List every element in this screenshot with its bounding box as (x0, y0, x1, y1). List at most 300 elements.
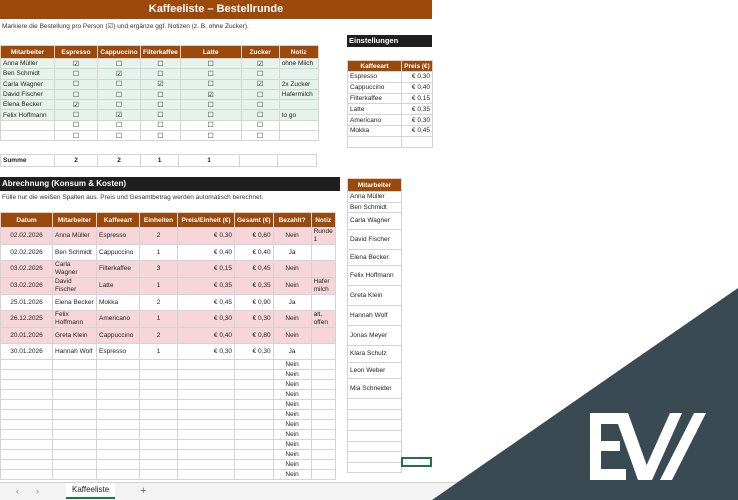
billing-instruction[interactable]: Fülle nur die weißen Spalten aus. Preis und Gesamtbetrag werden automatisch berechnet. (2, 194, 264, 201)
billing-units-cell[interactable]: 1 (140, 278, 178, 295)
order-checkbox[interactable]: ☐ (141, 69, 181, 79)
sum-cell[interactable]: 1 (141, 155, 179, 167)
order-checkbox[interactable]: ☐ (141, 100, 181, 110)
billing-empty-cell[interactable] (97, 370, 140, 380)
billing-empty-cell[interactable] (97, 440, 140, 450)
billing-total-cell[interactable]: € 0,45 (235, 261, 274, 278)
billing-empty-cell[interactable] (178, 400, 235, 410)
billing-empty-cell[interactable] (178, 470, 235, 480)
order-name-cell[interactable]: Ben Schmidt (1, 69, 55, 79)
billing-header-cell[interactable]: Notiz (311, 213, 335, 228)
order-checkbox[interactable]: ☐ (241, 120, 279, 130)
billing-empty-cell[interactable] (311, 440, 335, 450)
coffee-price-cell[interactable]: € 0,30 (402, 72, 433, 83)
billing-note-cell[interactable]: Hafer milch (311, 278, 335, 295)
employee-cell[interactable]: Ben Schmidt (348, 202, 402, 213)
add-sheet-button[interactable]: + (140, 485, 147, 497)
billing-empty-cell[interactable] (178, 430, 235, 440)
coffee-type-cell[interactable]: Filterkaffee (348, 93, 402, 104)
billing-date-cell[interactable]: 02.02.2026 (1, 245, 53, 261)
billing-empty-cell[interactable] (178, 370, 235, 380)
order-header-cell[interactable]: Mitarbeiter (1, 46, 55, 59)
billing-empty-cell[interactable]: Nein (273, 380, 311, 390)
billing-empty-cell[interactable] (53, 430, 97, 440)
billing-name-cell[interactable]: Felix Hoffmann (53, 311, 97, 328)
order-checkbox[interactable]: ☐ (55, 89, 98, 99)
billing-empty-cell[interactable] (178, 450, 235, 460)
order-checkbox[interactable]: ☑ (241, 59, 279, 69)
billing-total-cell[interactable]: € 0,90 (235, 295, 274, 311)
order-instruction[interactable]: Markiere die Bestellung pro Person (☑) und ergänze ggf. Notizen (z. B. ohne Zucker). (2, 23, 249, 30)
employee-cell[interactable]: Anna Müller (348, 192, 402, 203)
billing-total-cell[interactable]: € 0,30 (235, 344, 274, 360)
employee-empty-cell[interactable] (348, 399, 402, 410)
billing-empty-cell[interactable] (311, 360, 335, 370)
billing-empty-cell[interactable] (1, 390, 53, 400)
billing-type-cell[interactable]: Latte (97, 278, 140, 295)
order-note-cell[interactable] (279, 100, 318, 110)
billing-empty-cell[interactable] (311, 470, 335, 480)
order-checkbox[interactable]: ☐ (241, 131, 279, 141)
order-checkbox[interactable]: ☐ (141, 131, 181, 141)
billing-price-cell[interactable]: € 0,45 (178, 295, 235, 311)
billing-empty-cell[interactable] (53, 420, 97, 430)
billing-empty-cell[interactable] (53, 460, 97, 470)
order-checkbox[interactable]: ☐ (180, 100, 241, 110)
billing-empty-cell[interactable] (97, 420, 140, 430)
billing-empty-cell[interactable] (140, 370, 178, 380)
billing-empty-cell[interactable] (178, 420, 235, 430)
billing-header-cell[interactable]: Preis/Einheit (€) (178, 213, 235, 228)
order-header-cell[interactable]: Cappuccino (98, 46, 141, 59)
order-note-cell[interactable] (279, 69, 318, 79)
order-checkbox[interactable]: ☐ (180, 59, 241, 69)
billing-empty-cell[interactable] (140, 460, 178, 470)
billing-name-cell[interactable]: Elena Becker (53, 295, 97, 311)
billing-empty-cell[interactable] (53, 450, 97, 460)
employee-cell[interactable]: David Fischer (348, 229, 402, 249)
order-checkbox[interactable]: ☑ (55, 100, 98, 110)
billing-empty-cell[interactable] (311, 380, 335, 390)
billing-empty-cell[interactable] (178, 390, 235, 400)
billing-name-cell[interactable]: Anna Müller (53, 228, 97, 245)
order-checkbox[interactable]: ☐ (180, 120, 241, 130)
billing-empty-cell[interactable] (235, 470, 274, 480)
billing-header-cell[interactable]: Bezahlt? (273, 213, 311, 228)
billing-type-cell[interactable]: Filterkaffee (97, 261, 140, 278)
order-checkbox[interactable]: ☐ (241, 69, 279, 79)
billing-note-cell[interactable]: Runde 1 (311, 228, 335, 245)
billing-empty-cell[interactable] (235, 450, 274, 460)
billing-empty-cell[interactable]: Nein (273, 400, 311, 410)
coffee-type-cell[interactable]: Americano (348, 115, 402, 126)
billing-table (0, 212, 336, 480)
order-header-cell[interactable]: Zucker (241, 46, 279, 59)
billing-empty-cell[interactable] (178, 360, 235, 370)
billing-units-cell[interactable]: 2 (140, 228, 178, 245)
order-checkbox[interactable]: ☐ (241, 100, 279, 110)
billing-total-cell[interactable]: € 0,35 (235, 278, 274, 295)
order-checkbox[interactable]: ☐ (55, 110, 98, 120)
billing-header-cell[interactable]: Kaffeeart (97, 213, 140, 228)
billing-date-cell[interactable]: 03.02.2026 (1, 278, 53, 295)
billing-paid-cell[interactable]: Nein (273, 328, 311, 344)
order-checkbox[interactable]: ☐ (241, 110, 279, 120)
order-checkbox[interactable]: ☐ (241, 89, 279, 99)
billing-note-cell[interactable]: alt, offen (311, 311, 335, 328)
sum-cell[interactable]: 2 (55, 155, 98, 167)
billing-paid-cell[interactable]: Nein (273, 278, 311, 295)
billing-empty-cell[interactable] (1, 430, 53, 440)
billing-date-cell[interactable]: 25.01.2026 (1, 295, 53, 311)
billing-empty-cell[interactable] (178, 380, 235, 390)
coffee-type-cell[interactable]: Latte (348, 104, 402, 115)
billing-header-cell[interactable]: Gesamt (€) (235, 213, 274, 228)
billing-type-cell[interactable]: Cappuccino (97, 245, 140, 261)
billing-empty-cell[interactable] (140, 360, 178, 370)
billing-price-cell[interactable]: € 0,35 (178, 278, 235, 295)
billing-empty-cell[interactable] (235, 390, 274, 400)
order-note-cell[interactable]: 2x Zucker (279, 79, 318, 89)
billing-empty-cell[interactable] (235, 380, 274, 390)
billing-price-cell[interactable]: € 0,15 (178, 261, 235, 278)
billing-empty-cell[interactable] (1, 470, 53, 480)
employee-cell[interactable]: Klara Schulz (348, 346, 402, 363)
billing-empty-cell[interactable] (140, 470, 178, 480)
employee-cell[interactable]: Carla Wagner (348, 213, 402, 230)
employee-empty-cell[interactable] (348, 409, 402, 420)
coffee-type-cell[interactable]: Mokka (348, 125, 402, 136)
order-header-cell[interactable]: Espresso (55, 46, 98, 59)
order-note-cell[interactable] (279, 131, 318, 141)
billing-price-cell[interactable]: € 0,30 (178, 228, 235, 245)
coffee-price-cell[interactable] (402, 136, 433, 147)
price-table (347, 60, 433, 148)
employee-empty-cell[interactable] (348, 430, 402, 441)
order-checkbox[interactable]: ☐ (55, 131, 98, 141)
sum-cell[interactable] (278, 155, 317, 167)
billing-empty-cell[interactable]: Nein (273, 430, 311, 440)
employee-empty-cell[interactable] (348, 420, 402, 431)
employee-cell[interactable]: Felix Hoffmann (348, 266, 402, 286)
coffee-price-cell[interactable]: € 0,45 (402, 125, 433, 136)
billing-empty-cell[interactable] (97, 400, 140, 410)
billing-header-cell[interactable]: Einheiten (140, 213, 178, 228)
billing-empty-cell[interactable] (1, 380, 53, 390)
billing-header-cell[interactable]: Mitarbeiter (53, 213, 97, 228)
billing-empty-cell[interactable] (311, 460, 335, 470)
employee-empty-cell[interactable] (348, 462, 402, 473)
order-note-cell[interactable]: ohne Milch (279, 59, 318, 69)
billing-name-cell[interactable]: Greta Klein (53, 328, 97, 344)
billing-empty-cell[interactable] (140, 390, 178, 400)
order-checkbox[interactable]: ☐ (180, 69, 241, 79)
billing-units-cell[interactable]: 1 (140, 311, 178, 328)
employee-empty-row (348, 452, 402, 463)
order-checkbox[interactable]: ☑ (241, 79, 279, 89)
order-checkbox[interactable]: ☑ (141, 79, 181, 89)
billing-name-cell[interactable]: Carla Wagner (53, 261, 97, 278)
sum-label[interactable]: Summe (1, 155, 55, 167)
order-header-cell[interactable]: Filterkaffee (141, 46, 181, 59)
billing-title[interactable]: Abrechnung (Konsum & Kosten) (0, 177, 340, 191)
billing-empty-cell[interactable] (311, 410, 335, 420)
order-note-cell[interactable] (279, 120, 318, 130)
billing-empty-cell[interactable]: Nein (273, 360, 311, 370)
billing-empty-cell[interactable] (1, 370, 53, 380)
billing-total-cell[interactable]: € 0,30 (235, 311, 274, 328)
billing-note-cell[interactable] (311, 245, 335, 261)
coffee-price-cell[interactable]: € 0,15 (402, 93, 433, 104)
price-header-cell[interactable]: Kaffeeart (348, 61, 402, 72)
billing-row (1, 328, 336, 344)
employee-table (347, 178, 402, 473)
billing-date-cell[interactable]: 02.02.2026 (1, 228, 53, 245)
employee-row (348, 362, 402, 379)
billing-empty-cell[interactable] (140, 440, 178, 450)
order-name-cell[interactable] (1, 131, 55, 141)
billing-date-cell[interactable]: 03.02.2026 (1, 261, 53, 278)
sum-cell[interactable]: 1 (179, 155, 240, 167)
order-checkbox[interactable]: ☑ (55, 59, 98, 69)
order-name-cell[interactable]: Felix Hoffmann (1, 110, 55, 120)
employee-cell[interactable]: Greta Klein (348, 286, 402, 306)
billing-empty-cell[interactable] (97, 380, 140, 390)
billing-empty-cell[interactable] (311, 450, 335, 460)
billing-empty-cell[interactable] (97, 390, 140, 400)
billing-date-cell[interactable]: 30.01.2026 (1, 344, 53, 360)
billing-total-cell[interactable]: € 0,80 (235, 328, 274, 344)
billing-empty-row (1, 390, 336, 400)
billing-empty-cell[interactable] (1, 410, 53, 420)
billing-empty-cell[interactable] (235, 410, 274, 420)
billing-empty-cell[interactable] (235, 400, 274, 410)
billing-empty-cell[interactable] (311, 430, 335, 440)
billing-empty-cell[interactable] (97, 460, 140, 470)
employee-row (348, 213, 402, 230)
billing-empty-cell[interactable] (140, 400, 178, 410)
billing-empty-cell[interactable] (53, 440, 97, 450)
billing-empty-cell[interactable] (53, 390, 97, 400)
employee-cell[interactable]: Jonas Meyer (348, 326, 402, 346)
sheet-tab-kaffeeliste[interactable]: Kaffeeliste (66, 483, 115, 499)
billing-empty-cell[interactable] (178, 410, 235, 420)
price-header-cell[interactable]: Preis (€) (402, 61, 433, 72)
settings-title[interactable]: Einstellungen (347, 35, 432, 47)
order-checkbox[interactable]: ☐ (98, 131, 141, 141)
order-note-cell[interactable]: to go (279, 110, 318, 120)
billing-paid-cell[interactable]: Nein (273, 228, 311, 245)
coffee-price-cell[interactable]: € 0,35 (402, 104, 433, 115)
billing-empty-cell[interactable]: Nein (273, 440, 311, 450)
billing-empty-cell[interactable] (140, 410, 178, 420)
billing-empty-cell[interactable] (53, 370, 97, 380)
order-name-cell[interactable]: Carla Wagner (1, 79, 55, 89)
order-name-cell[interactable] (1, 120, 55, 130)
order-checkbox[interactable]: ☑ (98, 69, 141, 79)
billing-units-cell[interactable]: 2 (140, 295, 178, 311)
billing-empty-cell[interactable] (97, 430, 140, 440)
billing-empty-cell[interactable] (53, 360, 97, 370)
billing-price-cell[interactable]: € 0,30 (178, 311, 235, 328)
billing-empty-cell[interactable] (53, 470, 97, 480)
billing-price-cell[interactable]: € 0,40 (178, 245, 235, 261)
billing-header-cell[interactable]: Datum (1, 213, 53, 228)
billing-paid-cell[interactable]: Nein (273, 261, 311, 278)
billing-name-cell[interactable]: Hannah Wolf (53, 344, 97, 360)
billing-empty-cell[interactable] (53, 380, 97, 390)
order-checkbox[interactable]: ☐ (180, 110, 241, 120)
order-checkbox[interactable]: ☐ (141, 59, 181, 69)
employee-empty-cell[interactable] (348, 441, 402, 452)
order-row (1, 89, 319, 99)
order-checkbox[interactable]: ☑ (98, 110, 141, 120)
billing-empty-cell[interactable] (97, 360, 140, 370)
billing-type-cell[interactable]: Americano (97, 311, 140, 328)
billing-empty-cell[interactable]: Nein (273, 390, 311, 400)
order-checkbox[interactable]: ☐ (180, 131, 241, 141)
billing-price-cell[interactable]: € 0,40 (178, 328, 235, 344)
order-header-cell[interactable]: Notiz (279, 46, 318, 59)
employee-empty-cell[interactable] (348, 452, 402, 463)
page-title[interactable]: Kaffeeliste – Bestellrunde (0, 0, 432, 19)
billing-empty-cell[interactable] (97, 450, 140, 460)
order-checkbox[interactable]: ☐ (98, 59, 141, 69)
billing-row (1, 344, 336, 360)
order-note-cell[interactable]: Hafermilch (279, 89, 318, 99)
billing-note-cell[interactable] (311, 295, 335, 311)
billing-empty-cell[interactable] (1, 360, 53, 370)
billing-note-cell[interactable] (311, 261, 335, 278)
billing-empty-cell[interactable] (235, 460, 274, 470)
coffee-price-cell[interactable]: € 0,30 (402, 115, 433, 126)
order-checkbox[interactable]: ☑ (180, 89, 241, 99)
billing-note-cell[interactable] (311, 328, 335, 344)
billing-empty-cell[interactable] (178, 440, 235, 450)
order-checkbox[interactable]: ☐ (141, 120, 181, 130)
billing-empty-cell[interactable] (97, 470, 140, 480)
order-header-cell[interactable]: Latte (180, 46, 241, 59)
coffee-type-cell[interactable] (348, 136, 402, 147)
order-checkbox[interactable]: ☐ (98, 120, 141, 130)
billing-empty-cell[interactable] (140, 380, 178, 390)
billing-row (1, 228, 336, 245)
billing-empty-cell[interactable] (1, 450, 53, 460)
billing-empty-cell[interactable]: Nein (273, 460, 311, 470)
billing-units-cell[interactable]: 2 (140, 328, 178, 344)
prev-sheet-icon[interactable]: ‹ (16, 486, 19, 496)
billing-empty-cell[interactable] (235, 370, 274, 380)
order-checkbox[interactable]: ☐ (55, 69, 98, 79)
order-checkbox[interactable]: ☐ (141, 110, 181, 120)
billing-name-cell[interactable]: Ben Schmidt (53, 245, 97, 261)
billing-empty-cell[interactable]: Nein (273, 450, 311, 460)
billing-empty-cell[interactable] (235, 440, 274, 450)
order-checkbox[interactable]: ☐ (98, 79, 141, 89)
order-checkbox[interactable]: ☐ (98, 89, 141, 99)
billing-empty-cell[interactable] (1, 420, 53, 430)
billing-date-cell[interactable]: 26.12.2025 (1, 311, 53, 328)
billing-empty-cell[interactable]: Nein (273, 470, 311, 480)
order-table (0, 45, 319, 141)
billing-units-cell[interactable]: 1 (140, 245, 178, 261)
order-name-cell[interactable]: Elena Becker (1, 100, 55, 110)
billing-paid-cell[interactable]: Ja (273, 344, 311, 360)
billing-empty-cell[interactable] (97, 410, 140, 420)
employee-cell[interactable]: Elena Becker (348, 249, 402, 266)
active-cell-selection[interactable] (401, 457, 432, 467)
order-checkbox[interactable]: ☐ (98, 100, 141, 110)
employee-cell[interactable]: Mia Schneider (348, 379, 402, 399)
employee-row (348, 266, 402, 286)
order-checkbox[interactable]: ☐ (55, 120, 98, 130)
billing-empty-cell[interactable] (311, 400, 335, 410)
order-checkbox[interactable]: ☐ (180, 79, 241, 89)
billing-empty-cell[interactable] (235, 360, 274, 370)
billing-empty-cell[interactable] (1, 460, 53, 470)
billing-type-cell[interactable]: Cappuccino (97, 328, 140, 344)
billing-type-cell[interactable]: Espresso (97, 228, 140, 245)
billing-price-cell[interactable]: € 0,30 (178, 344, 235, 360)
billing-units-cell[interactable]: 3 (140, 261, 178, 278)
coffee-price-cell[interactable]: € 0,40 (402, 82, 433, 93)
billing-empty-cell[interactable] (1, 400, 53, 410)
billing-note-cell[interactable] (311, 344, 335, 360)
employee-cell[interactable]: Hannah Wolf (348, 306, 402, 326)
billing-total-cell[interactable]: € 0,40 (235, 245, 274, 261)
billing-empty-cell[interactable] (140, 430, 178, 440)
employee-header[interactable]: Mitarbeiter (348, 179, 402, 192)
coffee-type-cell[interactable]: Espresso (348, 72, 402, 83)
billing-date-cell[interactable]: 20.01.2026 (1, 328, 53, 344)
billing-paid-cell[interactable]: Ja (273, 295, 311, 311)
next-sheet-icon[interactable]: › (36, 486, 39, 496)
billing-empty-cell[interactable] (140, 420, 178, 430)
coffee-type-cell[interactable]: Cappuccino (348, 82, 402, 93)
order-checkbox[interactable]: ☐ (141, 89, 181, 99)
billing-empty-cell[interactable] (140, 450, 178, 460)
employee-cell[interactable]: Leon Weber (348, 362, 402, 379)
billing-units-cell[interactable]: 1 (140, 344, 178, 360)
sum-cell[interactable] (240, 155, 278, 167)
billing-empty-cell[interactable]: Nein (273, 410, 311, 420)
billing-empty-cell[interactable] (311, 390, 335, 400)
billing-name-cell[interactable]: David Fischer (53, 278, 97, 295)
employee-row (348, 326, 402, 346)
billing-empty-cell[interactable] (53, 410, 97, 420)
billing-empty-cell[interactable] (235, 430, 274, 440)
order-name-cell[interactable]: David Fischer (1, 89, 55, 99)
billing-empty-cell[interactable] (235, 420, 274, 430)
billing-paid-cell[interactable]: Ja (273, 245, 311, 261)
billing-empty-cell[interactable] (311, 370, 335, 380)
sum-cell[interactable]: 2 (98, 155, 141, 167)
employee-row (348, 379, 402, 399)
order-checkbox[interactable]: ☐ (55, 79, 98, 89)
billing-empty-cell[interactable]: Nein (273, 420, 311, 430)
billing-total-cell[interactable]: € 0,60 (235, 228, 274, 245)
billing-empty-cell[interactable] (1, 440, 53, 450)
billing-paid-cell[interactable]: Nein (273, 311, 311, 328)
billing-empty-cell[interactable] (53, 400, 97, 410)
billing-type-cell[interactable]: Espresso (97, 344, 140, 360)
billing-empty-cell[interactable] (178, 460, 235, 470)
billing-type-cell[interactable]: Mokka (97, 295, 140, 311)
order-name-cell[interactable]: Anna Müller (1, 59, 55, 69)
billing-empty-cell[interactable]: Nein (273, 370, 311, 380)
billing-empty-cell[interactable] (311, 420, 335, 430)
billing-row (1, 245, 336, 261)
